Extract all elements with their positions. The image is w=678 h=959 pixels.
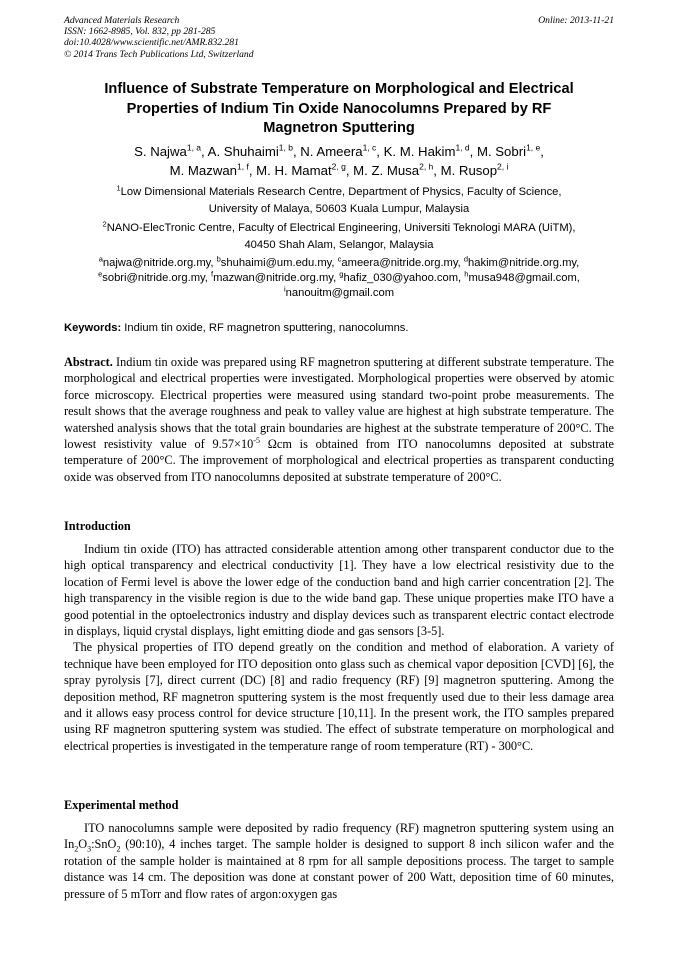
email-mark: h — [464, 269, 469, 279]
author-affil-sup: 2, h — [419, 161, 434, 172]
keywords-label: Keywords: — [64, 322, 122, 334]
email-link[interactable]: nanouitm@gmail.com — [285, 286, 395, 299]
author-list — [64, 142, 614, 180]
subscript: 3 — [87, 844, 92, 854]
author-name: N. Ameera — [300, 144, 363, 159]
author-name: M. Rusop — [440, 163, 498, 178]
affiliation-1 — [64, 184, 614, 217]
author-name: A. Shuhaimi — [207, 144, 279, 159]
author-sep: , — [292, 144, 301, 159]
email-mark: b — [216, 254, 221, 264]
author-affil-sup: 1, f — [237, 161, 249, 172]
author-affil-sup: 1, a — [186, 142, 202, 153]
email-mark: e — [98, 269, 103, 279]
affiliation-text: NANO-ElecTronic Centre, Faculty of Electrical Engineering, Universiti Teknologi MARA (UiTM), — [106, 222, 576, 234]
online-date: Online: 2013-11-21 — [538, 15, 614, 26]
email-link[interactable]: sobri@nitride.org.my, — [102, 271, 208, 284]
email-line-2 — [64, 271, 614, 286]
email-mark: f — [211, 269, 214, 279]
author-sep: , — [376, 144, 384, 159]
author-affil-sup: 1, b — [278, 142, 293, 153]
email-mark: a — [98, 254, 103, 264]
experimental-text: (90:10), 4 inches target. The sample holder is designed to support 8 inch silicon wafer and the rotation of the sample holder is maintained at 8 rpm for all sample depositions process. The target to sample distance was 14 cm. The deposition was done at constant power of 200 Watt, deposition time of 60 minutes, pressure of 5 mTorr and flow rates of argon:oxygen gas — [64, 837, 614, 901]
affiliation-1-line-1 — [64, 184, 614, 201]
introduction-paragraph-1: Indium tin oxide (ITO) has attracted considerable attention among other transparent conductor due to the high optical transparency and electrical conductivity [1]. They have a low electrical resistivity due to the location of Fermi level is above the lower edge of the conduction band and high carrier concentration [2]. The high transparency in the visible region is due to the wide band gap. These unique properties make ITO have a good potential in the optoelectronics industry and display devices such as transparent electric contact electrode in displays, liquid crystal displays, light emitting diode and gas sensors [3-5]. — [64, 542, 614, 639]
author-sep: , — [345, 163, 354, 178]
email-mark: i — [283, 283, 286, 293]
title-line-2: Properties of Indium Tin Oxide Nanocolumns Prepared by RF — [126, 100, 552, 117]
keywords — [64, 321, 614, 335]
email-link[interactable]: hakim@nitride.org.my, — [468, 257, 580, 269]
paper-title — [64, 80, 614, 139]
keywords-text: Indium tin oxide, RF magnetron sputtering, nanocolumns. — [121, 322, 409, 334]
affiliation-text: Low Dimensional Materials Research Centre, Department of Physics, Faculty of Science, — [120, 186, 562, 198]
title-line-3: Magnetron Sputtering — [263, 120, 415, 136]
subscript: 2 — [74, 844, 79, 854]
email-link[interactable]: hafiz_030@yahoo.com, — [343, 271, 462, 284]
affiliation-2-line-1 — [64, 220, 614, 237]
journal-name: Advanced Materials Research — [64, 15, 180, 26]
copyright-line: © 2014 Trans Tech Publications Ltd, Switzerland — [64, 48, 254, 60]
issn-line: ISSN: 1662-8985, Vol. 832, pp 281-285 — [64, 26, 216, 38]
email-list — [64, 256, 614, 300]
experimental-text: :SnO — [91, 837, 117, 852]
affiliation-number: 1 — [116, 183, 121, 193]
affiliation-2 — [64, 220, 614, 253]
author-sep: , — [433, 163, 441, 178]
email-mark: c — [337, 254, 342, 264]
author-affil-sup: 1, e — [526, 142, 541, 153]
email-link[interactable]: mazwan@nitride.org.my, — [213, 271, 337, 284]
doi-line: doi:10.4028/www.scientific.net/AMR.832.281 — [64, 37, 239, 49]
experimental-text: O — [78, 837, 88, 852]
introduction-body — [64, 541, 614, 754]
abstract-exponent: -5 — [253, 435, 260, 445]
email-link[interactable]: ameera@nitride.org.my, — [341, 257, 461, 269]
journal-header — [64, 15, 254, 60]
author-affil-sup: 1, d — [455, 142, 470, 153]
email-mark: d — [463, 254, 469, 264]
experimental-paragraph-1 — [64, 820, 614, 902]
introduction-heading: Introduction — [64, 519, 131, 533]
author-name: M. Sobri — [476, 144, 527, 159]
email-link[interactable]: musa948@gmail.com, — [468, 271, 580, 284]
abstract-text-1: Indium tin oxide was prepared using RF magnetron sputtering at different substrate temperature. The morphological and electrical properties were investigated. Morphological properties were observed by atomic force microscopy. Electrical properties were measured using standard two-point probe measurements. The result shows that the average roughness and peak to valley value are highest at high substrate temperature. The watershed analysis shows that the total grain boundaries are highest at the substrate temperature of 200°C. The lowest resistivity value of 9.57×10 — [64, 355, 614, 452]
email-line-3 — [64, 283, 614, 301]
author-sep: , — [248, 163, 257, 178]
abstract — [64, 354, 614, 485]
introduction-paragraph-2: The physical properties of ITO depend greatly on the condition and method of elaboration. A variety of technique have been employed for ITO deposition onto glass such as chemical vapor deposition [CVD] [6], the spray pyrolysis [7], direct current (DC) [8] and radio frequency (RF) [9] magnetron sputtering. Among the deposition method, RF magnetron sputtering system is the most frequently used due to their less damage area and it allows easy process control for device structure [10,11]. In the present work, the ITO samples prepared using RF magnetron sputtering system was studied. The effect of substrate temperature on morphological and electrical properties is investigated in the temperature range of room temperature (RT) - 300°C. — [64, 640, 614, 753]
author-line-2 — [64, 161, 614, 180]
author-name: M. Mazwan — [169, 163, 238, 178]
experimental-heading: Experimental method — [64, 798, 179, 812]
author-name: K. M. Hakim — [383, 144, 456, 159]
abstract-label: Abstract. — [64, 355, 113, 369]
email-link[interactable]: shuhaimi@um.edu.my, — [220, 257, 335, 269]
subscript: 2 — [116, 844, 121, 854]
author-affil-sup: 1, c — [362, 142, 377, 153]
email-link[interactable]: najwa@nitride.org.my, — [102, 257, 214, 269]
author-sep: , — [540, 144, 544, 159]
affiliation-2-line-2: 40450 Shah Alam, Selangor, Malaysia — [244, 238, 434, 251]
title-line-1: Influence of Substrate Temperature on Morphological and Electrical — [104, 81, 574, 97]
experimental-text: ITO nanocolumns sample were deposited by radio frequency (RF) magnetron sputtering system using an In — [64, 821, 614, 852]
author-sep: , — [469, 144, 477, 159]
author-name: M. H. Mamat — [256, 163, 332, 178]
author-affil-sup: 2, g — [331, 161, 346, 172]
author-name: M. Z. Musa — [353, 163, 420, 178]
author-name: S. Najwa — [134, 144, 187, 159]
experimental-body — [64, 820, 614, 902]
author-affil-sup: 2, i — [497, 161, 509, 172]
affiliation-1-line-2: University of Malaya, 50603 Kuala Lumpur, Malaysia — [208, 202, 470, 215]
email-mark: g — [339, 269, 344, 279]
author-line-1 — [64, 142, 614, 161]
author-sep: , — [201, 144, 208, 159]
affiliation-number: 2 — [102, 219, 107, 229]
abstract-text-2: Ωcm is obtained from ITO nanocolumns deposited at substrate temperature of 200°C. The improvement of morphological and electrical properties as transparent conducting oxide was observed from ITO nanocolumns deposited at substrate temperature of 200°C. — [64, 437, 614, 484]
